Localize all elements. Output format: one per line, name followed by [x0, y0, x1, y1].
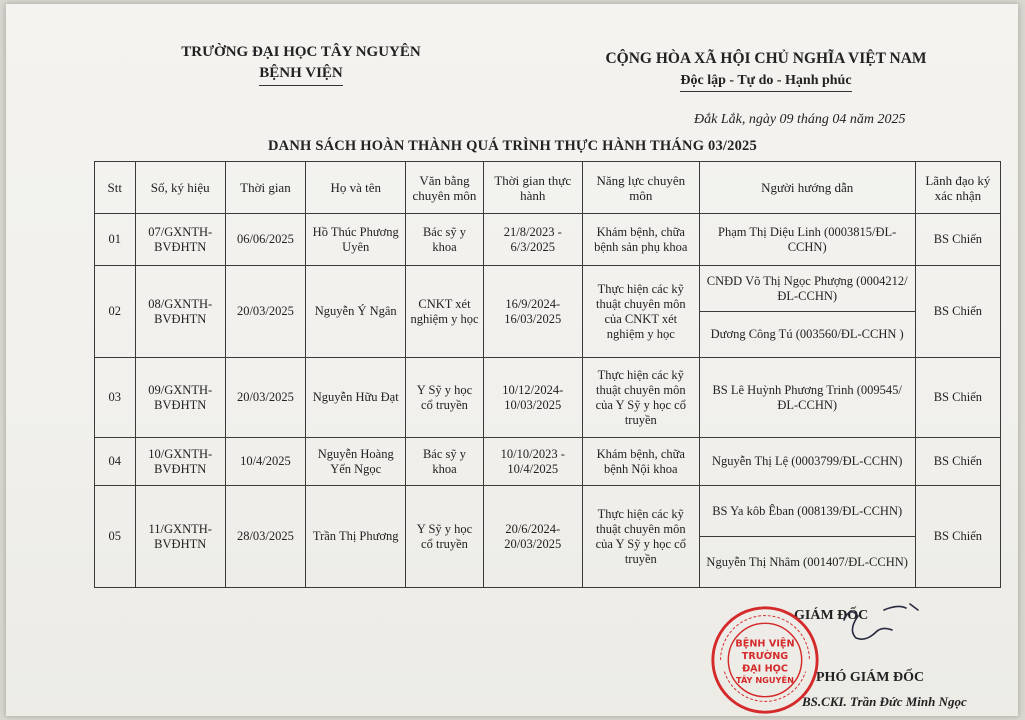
cell-approver: BS Chiến [915, 438, 1000, 486]
svg-text:TÂY NGUYÊN: TÂY NGUYÊN [736, 675, 794, 686]
cell-stt: 02 [95, 266, 136, 358]
cell-number: 08/GXNTH-BVĐHTN [135, 266, 225, 358]
cell-degree: Y Sỹ y học cổ truyền [406, 486, 483, 588]
col-header-date: Thời gian [225, 162, 305, 214]
table-row [95, 486, 1001, 537]
deputy-director-title: PHÓ GIÁM ĐỐC [816, 670, 925, 685]
cell-name: Nguyễn Ý Ngân [306, 266, 406, 358]
cell-number: 11/GXNTH-BVĐHTN [135, 486, 225, 588]
col-header-degree: Văn bằng chuyên môn [406, 162, 483, 214]
cell-practice-period: 20/6/2024-20/03/2025 [483, 486, 582, 588]
cell-name: Nguyễn Hoàng Yến Ngọc [306, 438, 406, 486]
cell-date: 10/4/2025 [225, 438, 305, 486]
hospital-name: BỆNH VIỆN [259, 63, 343, 86]
cell-competency: Thực hiện các kỹ thuật chuyên môn của CNKT xét nghiệm y học [582, 266, 699, 358]
svg-text:BỆNH VIỆN: BỆNH VIỆN [735, 638, 795, 650]
cell-approver: BS Chiến [915, 486, 1000, 588]
cell-name: Nguyễn Hữu Đạt [306, 358, 406, 438]
cell-competency: Khám bệnh, chữa bệnh sản phụ khoa [582, 214, 699, 266]
cell-number: 09/GXNTH-BVĐHTN [135, 358, 225, 438]
practice-completion-table [94, 161, 1001, 588]
document-date: Đắk Lắk, ngày 09 tháng 04 năm 2025 [694, 112, 906, 127]
cell-practice-period: 10/10/2023 - 10/4/2025 [483, 438, 582, 486]
university-name: TRƯỜNG ĐẠI HỌC TÂY NGUYÊN [181, 44, 421, 60]
cell-practice-period: 16/9/2024-16/03/2025 [483, 266, 582, 358]
col-header-name: Họ và tên [306, 162, 406, 214]
handwritten-signature [824, 600, 944, 670]
cell-date: 20/03/2025 [225, 266, 305, 358]
cell-competency: Thực hiện các kỹ thuật chuyên môn của Y Sỹ y học cổ truyền [582, 486, 699, 588]
col-header-practice-period: Thời gian thực hành [483, 162, 582, 214]
cell-date: 06/06/2025 [225, 214, 305, 266]
cell-supervisor: BS Ya kôb Êban (008139/ĐL-CCHN) [699, 486, 915, 537]
cell-supervisor: BS Lê Huỳnh Phương Trinh (009545/ĐL-CCHN) [699, 358, 915, 438]
table-row [95, 266, 1001, 312]
national-header [581, 48, 951, 92]
cell-competency: Khám bệnh, chữa bệnh Nội khoa [582, 438, 699, 486]
cell-supervisor: CNĐD Võ Thị Ngọc Phượng (0004212/ĐL-CCHN) [699, 266, 915, 312]
cell-degree: Y Sỹ y học cổ truyền [406, 358, 483, 438]
signer-name: BS.CKI. Trần Đức Minh Ngọc [802, 694, 967, 709]
cell-degree: Bác sỹ y khoa [406, 214, 483, 266]
cell-supervisor: Nguyễn Thị Nhâm (001407/ĐL-CCHN) [699, 537, 915, 588]
organization-header [156, 42, 446, 86]
col-header-stt: Stt [95, 162, 136, 214]
cell-stt: 03 [95, 358, 136, 438]
cell-name: Trần Thị Phương [306, 486, 406, 588]
cell-practice-period: 10/12/2024-10/03/2025 [483, 358, 582, 438]
col-header-competency: Năng lực chuyên môn [582, 162, 699, 214]
cell-practice-period: 21/8/2023 - 6/3/2025 [483, 214, 582, 266]
col-header-supervisor: Người hướng dẫn [699, 162, 915, 214]
svg-text:ĐẠI HỌC: ĐẠI HỌC [742, 663, 788, 675]
national-motto: Độc lập - Tự do - Hạnh phúc [680, 70, 851, 92]
cell-approver: BS Chiến [915, 358, 1000, 438]
nation-name: CỘNG HÒA XÃ HỘI CHỦ NGHĨA VIỆT NAM [605, 50, 927, 67]
director-title: GIÁM ĐỐC [794, 608, 869, 623]
col-header-approver: Lãnh đạo ký xác nhận [915, 162, 1000, 214]
svg-text:TRƯỜNG: TRƯỜNG [741, 651, 789, 663]
cell-stt: 04 [95, 438, 136, 486]
table-row [95, 438, 1001, 486]
cell-number: 07/GXNTH-BVĐHTN [135, 214, 225, 266]
cell-supervisor: Nguyễn Thị Lệ (0003799/ĐL-CCHN) [699, 438, 915, 486]
cell-date: 28/03/2025 [225, 486, 305, 588]
cell-approver: BS Chiến [915, 266, 1000, 358]
cell-degree: Bác sỹ y khoa [406, 438, 483, 486]
cell-competency: Thực hiện các kỹ thuật chuyên môn của Y Sỹ y học cổ truyền [582, 358, 699, 438]
cell-name: Hồ Thúc Phương Uyên [306, 214, 406, 266]
document-page [6, 4, 1018, 716]
cell-degree: CNKT xét nghiệm y học [406, 266, 483, 358]
cell-number: 10/GXNTH-BVĐHTN [135, 438, 225, 486]
table-row [95, 214, 1001, 266]
document-title: DANH SÁCH HOÀN THÀNH QUÁ TRÌNH THỰC HÀNH THÁNG 03/2025 [268, 138, 757, 154]
cell-date: 20/03/2025 [225, 358, 305, 438]
cell-supervisor: Dương Công Tú (003560/ĐL-CCHN ) [699, 312, 915, 358]
table-row [95, 358, 1001, 438]
cell-supervisor: Phạm Thị Diệu Linh (0003815/ĐL-CCHN) [699, 214, 915, 266]
col-header-number: Số, ký hiệu [135, 162, 225, 214]
cell-stt: 01 [95, 214, 136, 266]
cell-approver: BS Chiến [915, 214, 1000, 266]
cell-stt: 05 [95, 486, 136, 588]
table-header-row [95, 162, 1001, 214]
